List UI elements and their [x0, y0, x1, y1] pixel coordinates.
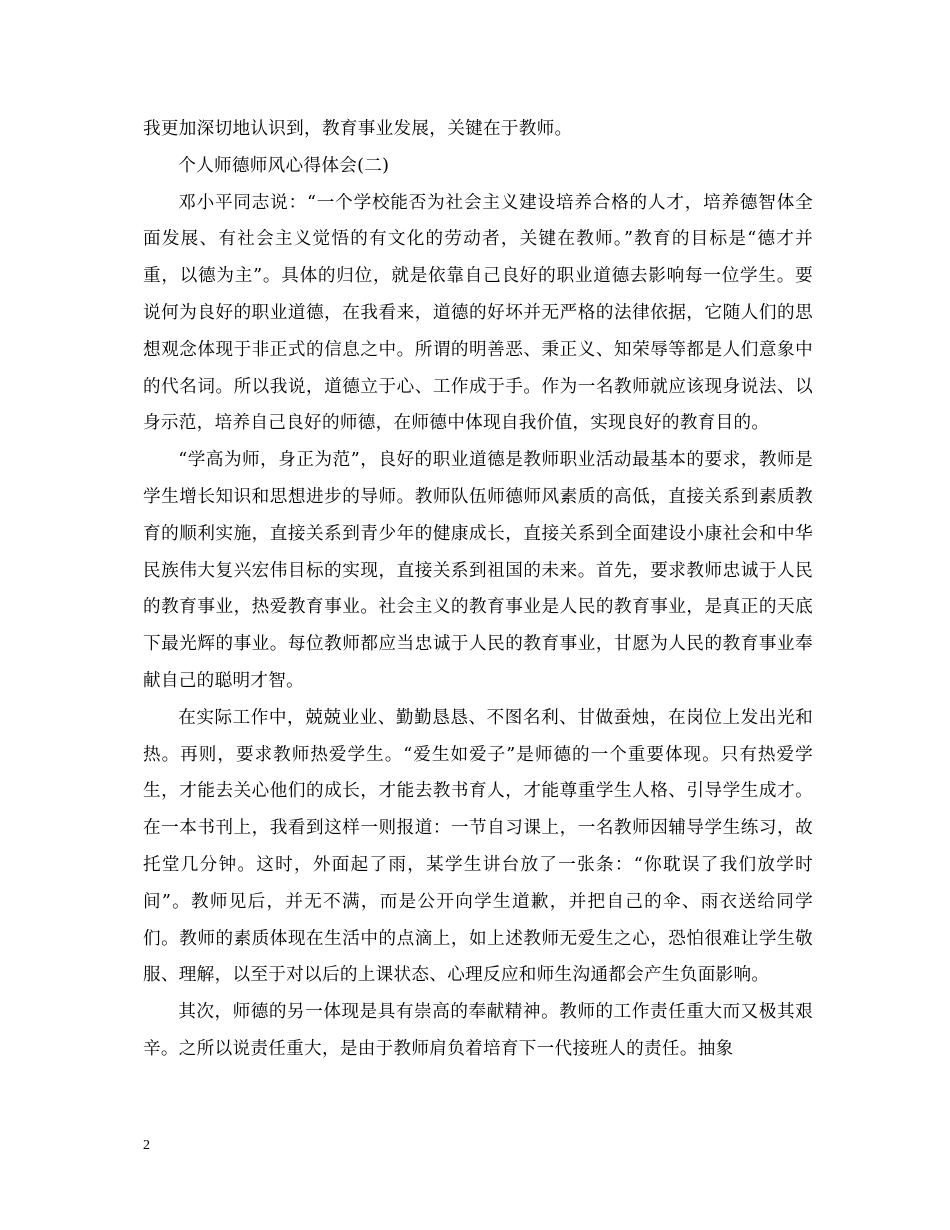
paragraph-5: 在实际工作中，兢兢业业、勤勤恳恳、不图名利、甘做蚕烛，在岗位上发出光和热。再则，要求教师热爱学生。“爱生如爱子”是师德的一个重要体现。只有热爱学生，才能去关心他们的成长，才能去教书育人，才能尊重学生人格、引导学生成才。在一本书刊上，我看到这样一则报道：一节自习课上，一名教师因辅导学生练习，故托堂几分钟。这时，外面起了雨，某学生讲台放了一张条：“你耽误了我们放学时间”。教师见后，并无不满，而是公开向学生道歉，并把自己的伞、雨衣送给同学们。教师的素质体现在生活中的点滴上，如上述教师无爱生之心，恐怕很难让学生敬服、理解，以至于对以后的上课状态、心理反应和师生沟通都会产生负面影响。 — [143, 707, 813, 986]
section-heading: 个人师德师风心得体会(二) — [178, 155, 390, 176]
paragraph-3: 邓小平同志说：“一个学校能否为社会主义建设培养合格的人才，培养德智体全面发展、有社会主义觉悟的有文化的劳动者，关键在教师。”教育的目标是“德才并重，以德为主”。具体的归位，就是依靠自己良好的职业道德去影响每一位学生。要说何为良好的职业道德，在我看来，道德的好坏并无严格的法律依据，它随人们的思想观念体现于非正式的信息之中。所谓的明善恶、秉正义、知荣辱等都是人们意象中的代名词。所以我说，道德立于心、工作成于手。作为一名教师就应该现身说法、以身示范，培养自己良好的师德，在师德中体现自我价值，实现良好的教育目的。 — [143, 192, 813, 434]
paragraph-6: 其次，师德的另一体现是具有崇高的奉献精神。教师的工作责任重大而又极其艰辛。之所以说责任重大，是由于教师肩负着培育下一代接班人的责任。抽象 — [143, 1002, 813, 1059]
page-number: 2 — [143, 1138, 150, 1153]
document-body — [143, 111, 813, 1068]
paragraph-4: “学高为师，身正为范”，良好的职业道德是教师职业活动最基本的要求，教师是学生增长知识和思想进步的导师。教师队伍师德师风素质的高低，直接关系到素质教育的顺利实施，直接关系到青少年的健康成长，直接关系到全面建设小康社会和中华民族伟大复兴宏伟目标的实现，直接关系到祖国的未来。首先，要求教师忠诚于人民的教育事业，热爱教育事业。社会主义的教育事业是人民的教育事业，是真正的天底下最光辉的事业。每位教师都应当忠诚于人民的教育事业，甘愿为人民的教育事业奉献自己的聪明才智。 — [143, 450, 813, 691]
paragraph-1: 我更加深切地认识到，教育事业发展，关键在于教师。 — [143, 119, 573, 139]
